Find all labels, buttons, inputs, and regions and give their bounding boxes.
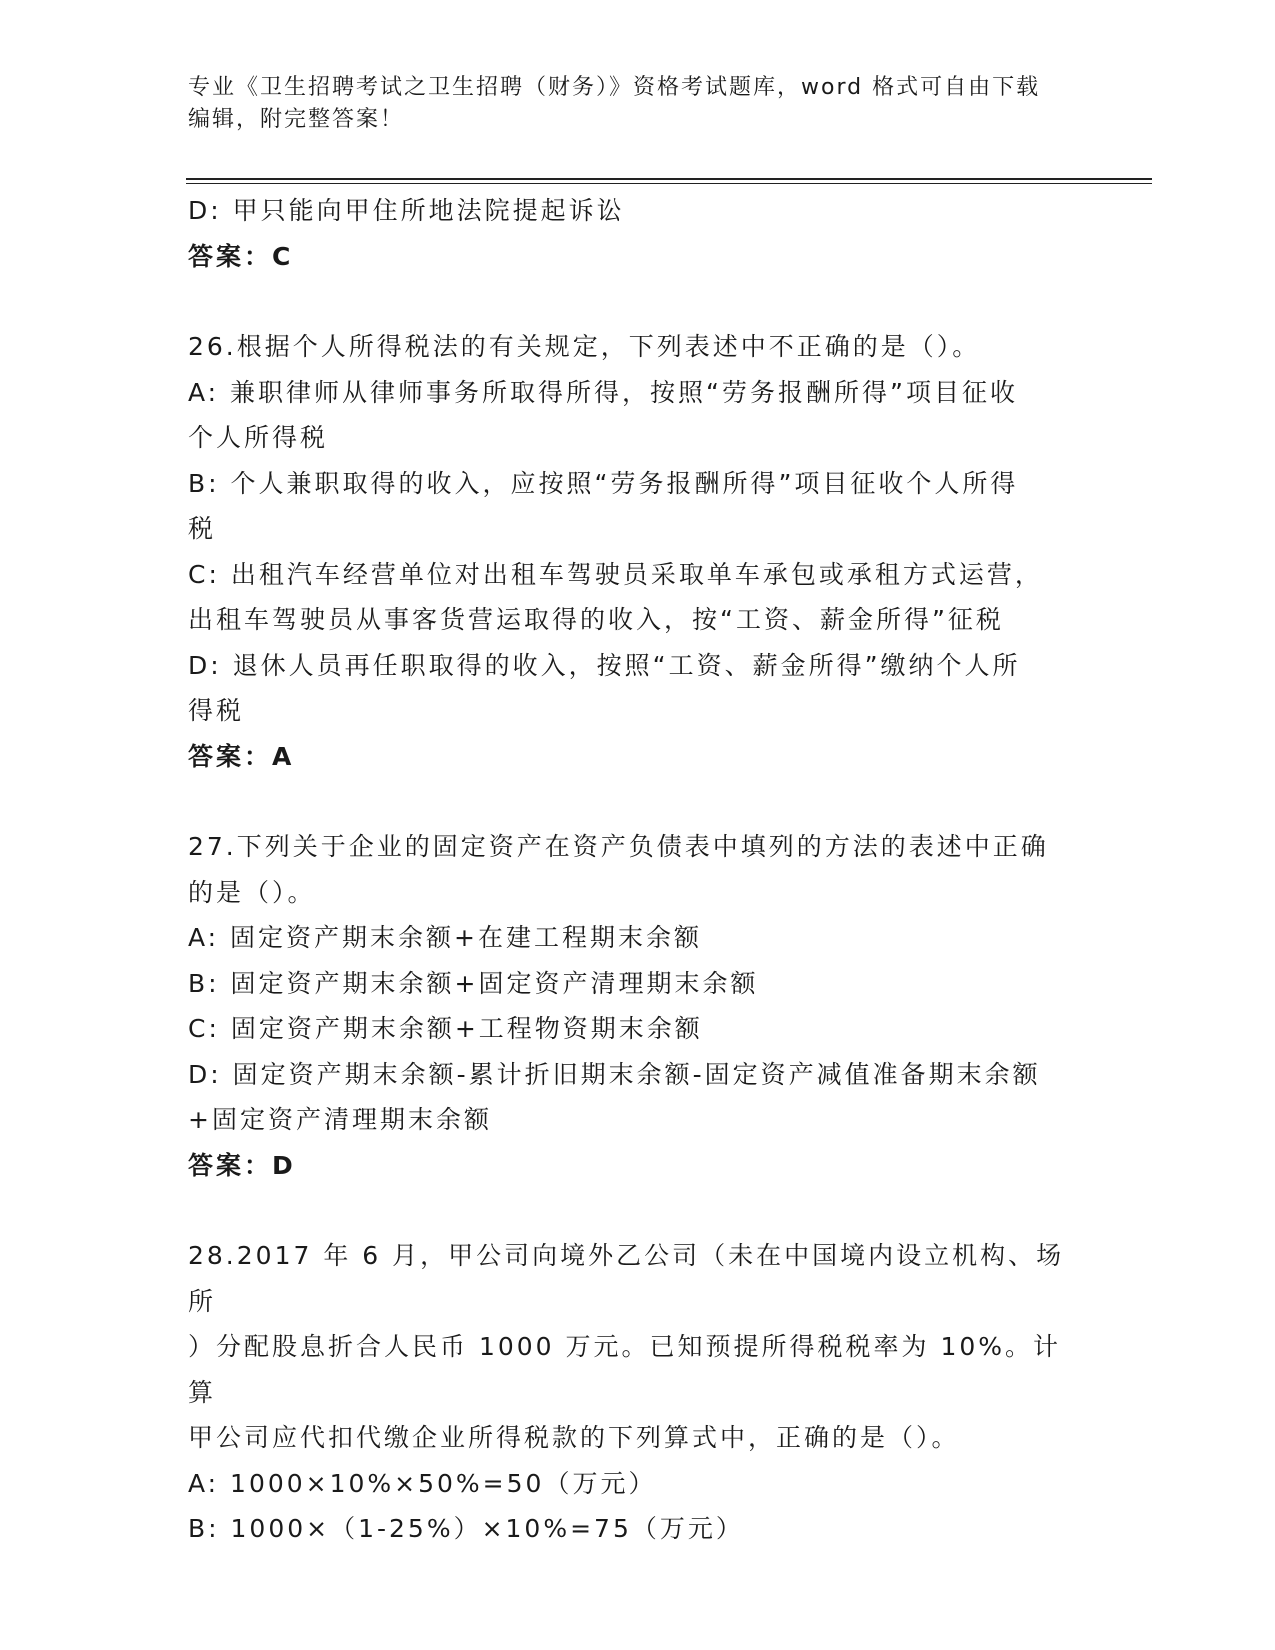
q27-option-b: B: 固定资产期末余额+固定资产清理期末余额 (188, 968, 759, 998)
header-divider-thick (186, 178, 1152, 180)
q25-answer: 答案：C (188, 241, 294, 271)
q26-option-b-line-2: 税 (188, 514, 217, 543)
question-content (188, 188, 1088, 1552)
q26-stem: 26.根据个人所得税法的有关规定，下列表述中不正确的是（）。 (188, 332, 981, 361)
q26-option-d-line-2: 得税 (188, 696, 245, 725)
q27-option-a: A: 固定资产期末余额+在建工程期末余额 (188, 923, 702, 952)
q27-answer: 答案：D (188, 1150, 296, 1180)
q27-option-d-line-2: +固定资产清理期末余额 (188, 1105, 492, 1134)
q28-option-a: A: 1000×10%×50%=50（万元） (188, 1468, 657, 1498)
spacer (188, 279, 1088, 324)
page-header (188, 72, 1088, 136)
q27-stem-line-2: 的是（）。 (188, 877, 316, 907)
q27-stem-line-1: 27.下列关于企业的固定资产在资产负债表中填列的方法的表述中正确 (188, 832, 1049, 861)
header-line-1: 专业《卫生招聘考试之卫生招聘（财务）》资格考试题库，word 格式可自由下载 (188, 75, 1041, 100)
header-divider-thin (186, 183, 1152, 184)
spacer (188, 779, 1088, 824)
q28-stem-line-1: 28.2017 年 6 月，甲公司向境外乙公司（未在中国境内设立机构、场所 (188, 1241, 1065, 1316)
q26-option-c-line-2: 出租车驾驶员从事客货营运取得的收入，按“工资、薪金所得”征税 (188, 605, 1004, 634)
q28-stem-line-2: ）分配股息折合人民币 1000 万元。已知预提所得税税率为 10%。计算 (188, 1332, 1062, 1407)
q26-option-c-line-1: C: 出租汽车经营单位对出租车驾驶员采取单车承包或承租方式运营， (188, 559, 1043, 589)
spacer (188, 1188, 1088, 1233)
q28-option-b: B: 1000×（1-25%）×10%=75（万元） (188, 1514, 744, 1543)
q27-option-c: C: 固定资产期末余额+工程物资期末余额 (188, 1014, 703, 1043)
q26-option-a-line-2: 个人所得税 (188, 423, 329, 452)
header-line-2: 编辑，附完整答案！ (188, 107, 405, 132)
q27-option-d-line-1: D: 固定资产期末余额-累计折旧期末余额-固定资产减值准备期末余额 (188, 1059, 1041, 1089)
q26-option-b-line-1: B: 个人兼职取得的收入，应按照“劳务报酬所得”项目征收个人所得 (188, 468, 1019, 498)
q26-option-a-line-1: A: 兼职律师从律师事务所取得所得，按照“劳务报酬所得”项目征收 (188, 377, 1018, 407)
q25-option-d: D: 甲只能向甲住所地法院提起诉讼 (188, 196, 625, 225)
q26-answer: 答案：A (188, 741, 295, 771)
q28-stem-line-3: 甲公司应代扣代缴企业所得税款的下列算式中，正确的是（）。 (188, 1423, 960, 1452)
q26-option-d-line-1: D: 退休人员再任职取得的收入，按照“工资、薪金所得”缴纳个人所 (188, 650, 1021, 680)
